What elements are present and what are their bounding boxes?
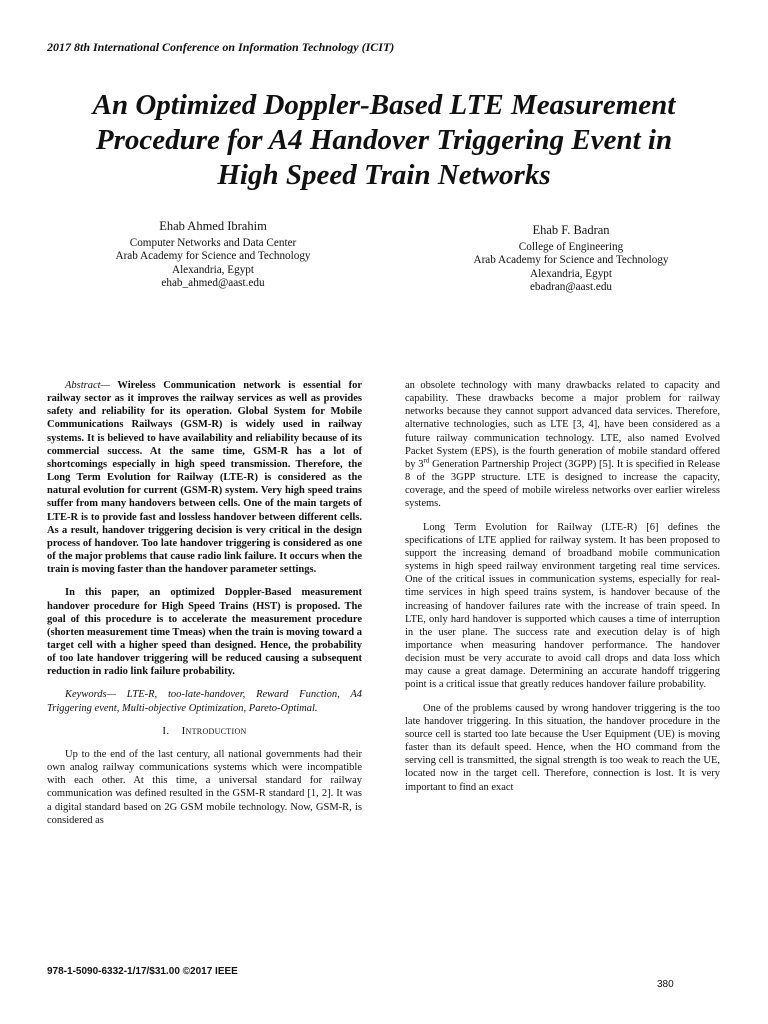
author-email: ehab_ahmed@aast.edu <box>161 277 265 289</box>
abstract-paragraph <box>47 379 362 576</box>
author-affiliation: Alexandria, Egypt <box>171 263 255 276</box>
abstract-text: Wireless Communication network is essential for railway sector as it improves the railway services as well as provides safety and reliability for its operation. Global System for Mobile Communications Railways (GSM-R) is widely used in railway systems. It is believed to have availability and reliability because of its commercial success. At the same time, GSM-R has a lot of shortcomings especially in high speed transmission. Therefore, the Long Term Evolution for Railway (LTE-R) is considered as the natural evolution for current (GSM-R) system. Very high speed trains suffer from many handovers between cells. One of the main targets of LTE-R is to provide fast and lossless handover between different cells. As a result, handover triggering decision is very critical in the design process of handover. Too late handover triggering is considered as one of the major problems that cause radio link failure. It occurs when the train is moving faster than the handover parameter settings. <box>47 380 362 576</box>
section-title: Introduction <box>181 724 247 737</box>
author-affiliation: College of Engineering <box>518 240 624 253</box>
body-paragraph <box>405 379 720 511</box>
author-affiliation: Computer Networks and Data Center <box>129 236 297 249</box>
copyright-footer: 978-1-5090-6332-1/17/$31.00 ©2017 IEEE <box>47 966 238 977</box>
author-email: ebadran@aast.edu <box>529 281 613 293</box>
author-block-2 <box>436 224 706 295</box>
title-line: High Speed Train Networks <box>217 159 551 191</box>
title-line: Procedure for A4 Handover Triggering Event in <box>95 124 673 156</box>
author-affiliation: Arab Academy for Science and Technology <box>473 254 669 266</box>
paper-title <box>40 88 728 193</box>
left-column <box>47 379 362 837</box>
keywords: Keywords— LTE-R, too-late-handover, Reward Function, A4 Triggering event, Multi-objective Optimization, Pareto-Optimal. <box>47 689 362 714</box>
body-text: an obsolete technology with many drawbacks related to capacity and capability. These drawbacks become a major problem for railway networks because they cannot support advanced data services. Therefore, alternative technologies, such as LTE [3, 4], have been considered as a future railway communication technology. LTE, also named Evolved Packet System (EPS), is the fourth generation of mobile standard offered by 3 <box>405 380 720 470</box>
body-paragraph: One of the problems caused by wrong handover triggering is the too late handover triggering. In this situation, the handover procedure in the source cell is started too late because the User Equipment (UE) is moving faster than its default speed. Hence, when the HO command from the serving cell is transmitted, the signal strength is too weak to reach the UE, located now in the target cell. Therefore, connection is lost. It is very important to find an exact <box>405 702 720 793</box>
author-affiliation: Arab Academy for Science and Technology <box>115 250 311 262</box>
author-block-1 <box>78 220 348 291</box>
body-paragraph: Up to the end of the last century, all national governments had their own analog railway communications systems which were incompatible with each other. At this time, a universal standard for railway communication was defined resulted in the GSM-R standard [1, 2]. It was a digital standard based on 2G GSM mobile technology. Now, GSM-R, is considered as <box>47 748 362 826</box>
conference-header: 2017 8th International Conference on Information Technology (ICIT) <box>47 40 395 54</box>
author-name: Ehab Ahmed Ibrahim <box>159 219 267 233</box>
right-column <box>405 379 720 804</box>
abstract-paragraph: In this paper, an optimized Doppler-Based measurement handover procedure for High Speed Trains (HST) is proposed. The goal of this procedure is to accelerate the measurement procedure (shorten measurement time Tmeas) when the train is moving toward a target cell with a higher speed than designed. Hence, the probability of too late handover triggering will be reduced causing a subsequent reduction in radio link failure probability. <box>47 587 362 678</box>
page-number: 380 <box>657 979 674 990</box>
section-heading <box>47 725 362 738</box>
section-number: I. <box>162 724 170 737</box>
body-paragraph: Long Term Evolution for Railway (LTE-R) [6] defines the specifications of LTE applied for railway system. It has been proposed to support the increasing demand of broadband mobile communication systems in high speed railway environment targeting real time services. One of the critical issues in communication systems, especially for real-time services in high speed trains system, is handover because of the increasing of handover failures rate with the increase of train speed. In LTE, only hard handover is supported which causes a time of interruption in the user plane. The success rate and execution delay is of high importance when measuring handover performance. The handover decision must be very accurate to avoid call drops and data loss which may cause a great damage. Determining an accurate handoff triggering point is a critical issue that greatly reduces handover failure probability. <box>405 521 720 691</box>
superscript: rd <box>423 456 430 465</box>
author-affiliation: Alexandria, Egypt <box>529 267 613 280</box>
author-name: Ehab F. Badran <box>532 223 610 237</box>
title-line: An Optimized Doppler-Based LTE Measurement <box>92 89 676 121</box>
abstract-lead: Abstract— <box>65 380 110 391</box>
body-text: Generation Partnership Project (3GPP) [5]. It is specified in Release 8 of the 3GPP structure. LTE is designed to increase the capacity, coverage, and the speed of mobile wireless networks over earlier wireless systems. <box>405 458 721 510</box>
